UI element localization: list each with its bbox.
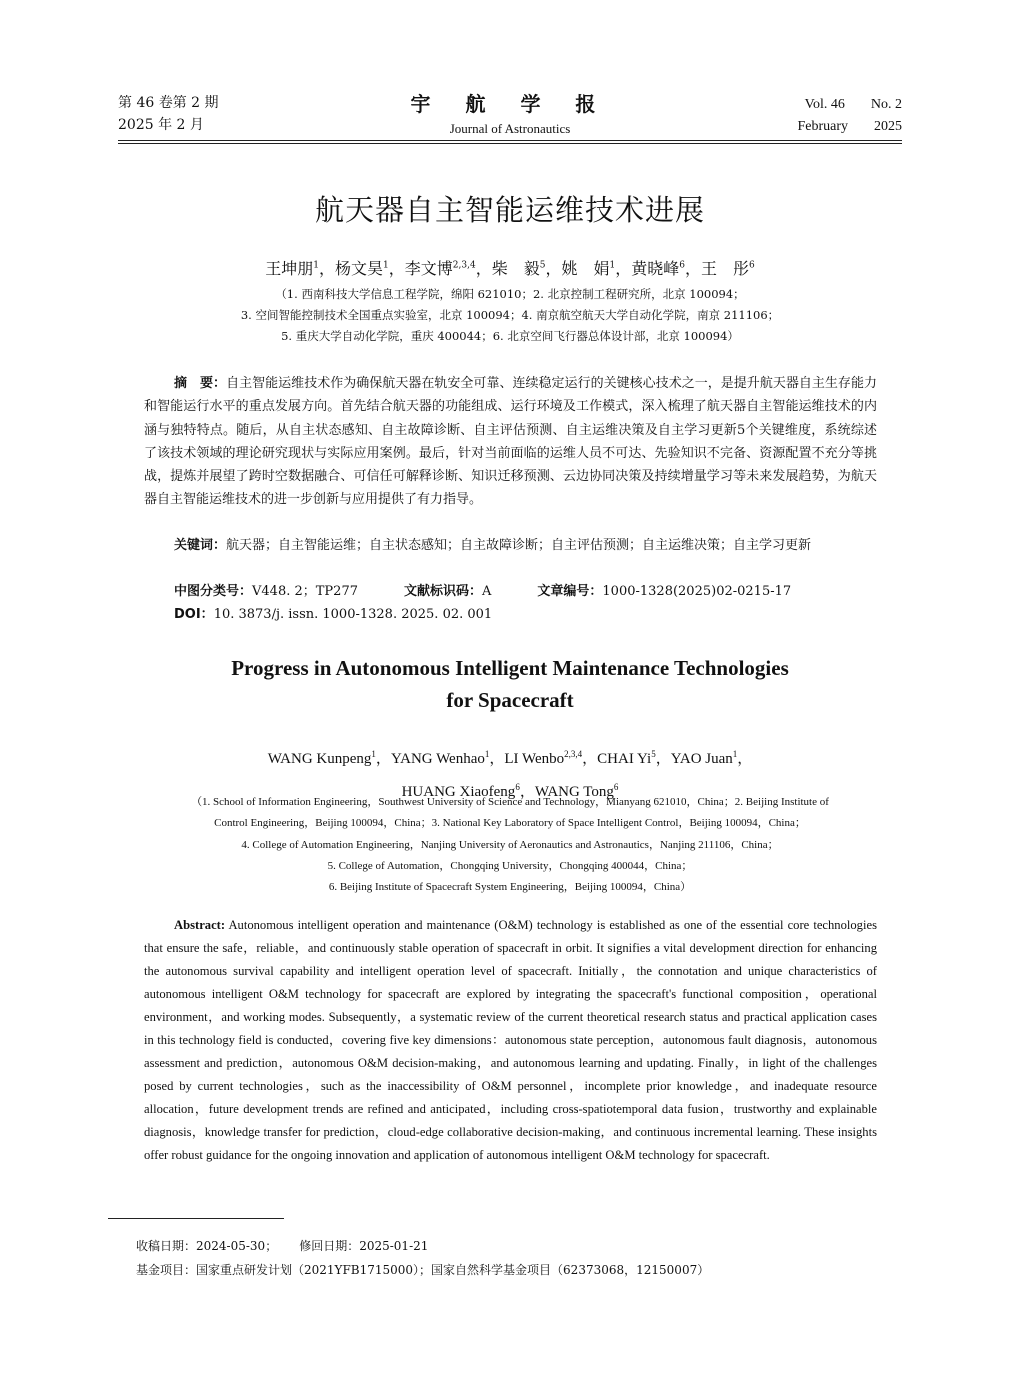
author-name: WANG Kunpeng xyxy=(267,751,372,767)
author-affiliation-mark: 1 xyxy=(609,260,616,271)
author-affiliation-mark: 1 xyxy=(313,260,319,271)
volume-issue-cn: 第 46 卷第 2 期 xyxy=(118,95,219,111)
abstract-text-cn: 自主智能运维技术作为确保航天器在轨安全可靠、连续稳定运行的关键核心技术之一，是提升航天器自主生存能力和智能运行水平的重点发展方向。首先结合航天器的功能组成、运行环境及工作模式，深入梳理了航天器自主智能运维技术的内涵与独特特点。随后，从自主状态感知、自主故障诊断、自主评估预测、自主运维决策及自主学习更新5个关键维度，系统综述了该技术领域的理论研究现状与实际应用案例。最后，针对当前面临的运维人员不可达、先验知识不完备、资源配置不充分等挑战，提炼并展望了跨时空数据融合、可信任可解释诊断、知识迁移预测、云边协同决策及持续增量学习等未来发展趋势，为航天器自主智能运维技术的进一步创新与应用提供了有力指导。 xyxy=(144,376,877,508)
doc-code-label: 文献标识码： xyxy=(403,584,482,599)
doi-label: DOI： xyxy=(174,607,214,622)
fund-line: 基金项目：国家重点研发计划（2021YFB1715000）；国家自然科学基金项目（62373068，12150007） xyxy=(136,1263,710,1277)
author-name: 王 彤 xyxy=(701,259,750,278)
author-affiliation-mark: 1 xyxy=(371,749,376,759)
affiliation-line: 5. 重庆大学自动化学院，重庆 400044；6. 北京空间飞行器总体设计部，北京 100094） xyxy=(281,329,739,343)
received-date: 收稿日期：2024-05-30； xyxy=(136,1239,278,1253)
volume-en: Vol. 46 xyxy=(804,97,845,112)
abstract-label-cn: 摘 要： xyxy=(174,376,227,391)
author-affiliation-mark: 5 xyxy=(651,749,656,759)
affiliations-cn xyxy=(0,284,1020,347)
abstract-cn xyxy=(144,372,877,512)
keywords-text-cn: 航天器；自主智能运维；自主状态感知；自主故障诊断；自主评估预测；自主运维决策；自主学习更新 xyxy=(226,538,812,553)
author-name: YANG Wenhao xyxy=(390,751,485,767)
doi-value: 10. 3873/j. issn. 1000-1328. 2025. 02. 001 xyxy=(213,607,493,622)
doi-line xyxy=(174,603,492,622)
dates-line xyxy=(136,1234,709,1258)
author-affiliation-mark: 6 xyxy=(613,782,619,792)
abstract-label-en: Abstract: xyxy=(174,918,226,932)
author-line-en: WANG Kunpeng$^1$，YANG Wenhao$^1$，LI Wenbo$^{2,3,4}$，CHAI Yi$^5$，YAO Juan$^1$， xyxy=(267,749,753,767)
document-code xyxy=(404,580,491,599)
journal-issue-info-en xyxy=(797,94,902,138)
revised-date: 修回日期：2025-01-21 xyxy=(299,1239,429,1253)
author-name: 姚 娟 xyxy=(561,259,610,278)
title-en-line: for Spacecraft xyxy=(446,688,574,712)
author-affiliation-mark: 2,3,4 xyxy=(564,749,583,759)
author-affiliation-mark: 2,3,4 xyxy=(452,260,476,271)
author-name: YAO Juan xyxy=(670,751,733,767)
header-rule xyxy=(118,140,902,141)
affiliation-line: 3. 空间智能控制技术全国重点实验室，北京 100094；4. 南京航空航天大学自动化学院，南京 211106； xyxy=(240,308,780,322)
author-name: 王坤朋 xyxy=(265,259,314,278)
year-en: 2025 xyxy=(874,119,902,134)
author-affiliation-mark: 1 xyxy=(484,749,490,759)
affiliation-line: 5. College of Automation，Chongqing University，Chongqing 400044，China； xyxy=(327,859,693,872)
clc-number xyxy=(174,580,358,599)
author-affiliation-mark: 1 xyxy=(383,260,389,271)
title-en-line: Progress in Autonomous Intelligent Maintenance Technologies xyxy=(231,656,789,680)
footnote-rule xyxy=(108,1218,284,1219)
month-en: February xyxy=(797,119,848,134)
clc-value: V448. 2；TP277 xyxy=(252,584,358,599)
author-affiliation-mark: 6 xyxy=(749,260,755,271)
keywords-label-cn: 关键词： xyxy=(174,538,227,553)
article-number xyxy=(537,580,791,599)
journal-name-cn: 宇 航 学 报 xyxy=(410,92,610,116)
affiliation-line: 4. College of Automation Engineering，Nanjing University of Aeronautics and Astronautics，Nanjing 211106，China； xyxy=(241,838,779,851)
affiliations-en xyxy=(140,792,880,898)
author-name: HUANG Xiaofeng xyxy=(401,784,516,800)
affiliation-line: 6. Beijing Institute of Spacecraft System Engineering，Beijing 100094，China） xyxy=(328,881,692,894)
doc-code-value: A xyxy=(482,584,492,599)
affiliation-line: Control Engineering，Beijing 100094，China；3. National Key Laboratory of Space Intelligent Control，Beijing 100094，China； xyxy=(214,817,806,830)
abstract-en xyxy=(144,914,877,1167)
article-no-label: 文章编号： xyxy=(537,584,603,599)
author-affiliation-mark: 6 xyxy=(679,260,685,271)
author-affiliation-mark: 5 xyxy=(539,260,546,271)
journal-name-en: Journal of Astronautics xyxy=(449,121,571,136)
issue-no-en: No. 2 xyxy=(870,97,902,112)
clc-label: 中图分类号： xyxy=(174,584,253,599)
author-name: 柴 毅 xyxy=(491,259,540,278)
affiliation-line: （1. School of Information Engineering，Southwest University of Science and Technology，Mianyang 621010，China；2. Beijing Institute of xyxy=(191,796,829,808)
author-name: CHAI Yi xyxy=(597,751,652,767)
article-no-value: 1000-1328(2025)02-0215-17 xyxy=(602,584,792,599)
paper-title-cn: 航天器自主智能运维技术进展 xyxy=(314,193,705,227)
author-name: WANG Tong xyxy=(534,784,614,800)
author-line-en: HUANG Xiaofeng$^6$，WANG Tong$^6$ xyxy=(401,782,619,800)
author-affiliation-mark: 1 xyxy=(732,749,738,759)
author-name: 李文博 xyxy=(404,259,453,278)
abstract-text-en: Autonomous intelligent operation and maintenance (O&M) technology is established as one of the essential core technologies that ensure the safe，reliable，and continuously stable operation of spacecraft in orbit. It signifies a vital development direction for enhancing the autonomous survival capability and intelligent operation level of spacecraft. Initially，the connotation and unique characteristics of autonomous intelligent O&M technology for spacecraft are explored by integrating the spacecraft's functional composition，operational environment，and working modes. Subsequently，a systematic review of the current theoretical research status and practical application cases in this technology field is conducted，covering five key dimensions：autonomous state perception，autonomous fault diagnosis，autonomous assessment and prediction，autonomous O&M decision-making，and autonomous learning and updating. Finally，in light of the challenges posed by current technologies，such as the inaccessibility of O&M personnel，incomplete prior knowledge，and inadequate resource allocation，future development trends are refined and anticipated，including cross-spatiotemporal data fusion，trustworthy and explainable diagnosis，knowledge transfer for prediction，cloud-edge collaborative decision-making，and continuous incremental learning. These insights offer robust guidance for the ongoing innovation and application of autonomous intelligent O&M technology for spacecraft. xyxy=(144,918,877,1162)
classification-line xyxy=(174,580,791,599)
affiliation-line: （1. 西南科技大学信息工程学院，绵阳 621010；2. 北京控制工程研究所，北京 100094； xyxy=(275,287,745,301)
keywords-cn xyxy=(144,534,877,557)
author-name: LI Wenbo xyxy=(504,751,565,767)
author-name: 杨文昊 xyxy=(335,259,384,278)
footnote xyxy=(136,1234,709,1282)
header-rule-thin xyxy=(118,143,902,144)
date-cn: 2025 年 2 月 xyxy=(118,117,204,133)
author-affiliation-mark: 6 xyxy=(515,782,520,792)
author-name: 黄晓峰 xyxy=(631,259,680,278)
paper-title-en xyxy=(0,652,1020,716)
author-list-cn: 王坤朋$^1$，杨文昊$^1$，李文博$^{2,3,4}$，柴 毅$^5$，姚 娟$^1$，黄晓峰$^6$，王 彤$^6$ xyxy=(265,259,755,278)
